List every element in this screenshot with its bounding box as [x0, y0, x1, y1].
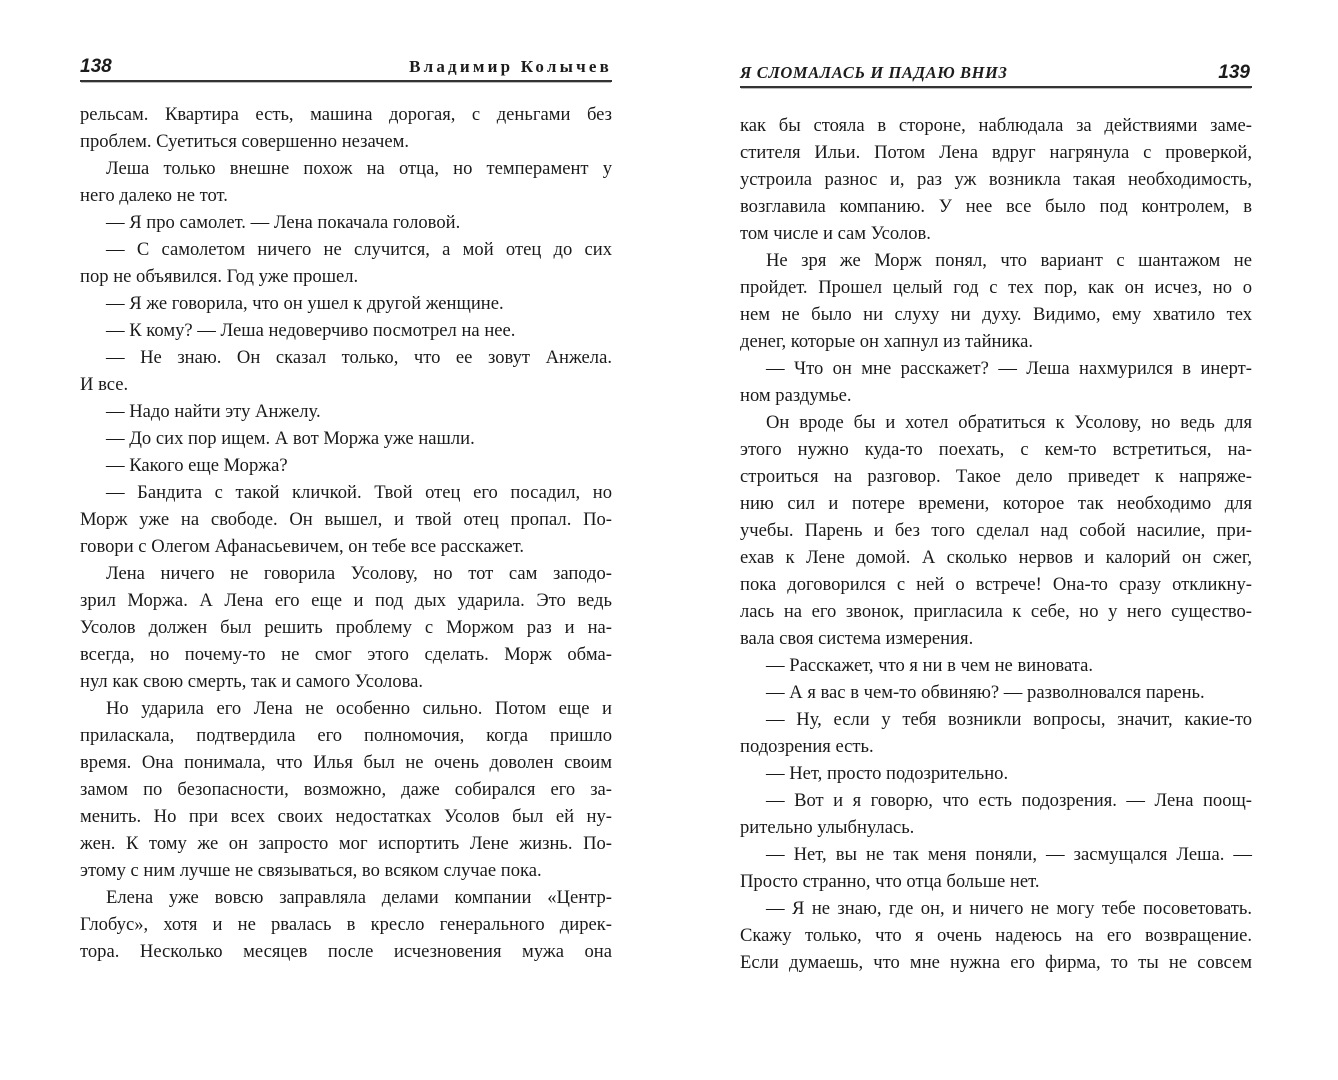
paragraph [80, 452, 612, 479]
text-line: учебы. Парень и без того сделал над собой насилие, при- [740, 520, 1252, 541]
text-line: подозрения есть. [740, 736, 874, 757]
text-line: стителя Ильи. Потом Лена вдруг нагрянула с проверкой, [740, 142, 1252, 163]
text-line: денег, которые он хапнул из тайника. [740, 331, 1034, 352]
book-title: Я СЛОМАЛАСЬ И ПАДАЮ ВНИЗ [740, 63, 1008, 82]
text-line: пока договорился с ней о встрече! Она-то сразу откликну- [740, 574, 1252, 595]
text-line: Просто странно, что отца больше нет. [740, 871, 1040, 892]
text-line: тора. Несколько месяцев после исчезновения мужа она [80, 941, 612, 962]
text-line: как бы стояла в стороне, наблюдала за действиями заме- [740, 115, 1252, 136]
text-line: этому с ним лучше не связываться, во всяком случае пока. [80, 860, 542, 881]
paragraph [80, 101, 612, 155]
text-line: нул как свою смерть, так и самого Усолова. [80, 671, 424, 692]
text-line: устроила разнос и, раз уж возникла такая необходимость, [740, 169, 1252, 190]
left-running-head [80, 52, 612, 82]
text-line: — А я вас в чем-то обвиняю? — разволновался парень. [766, 682, 1205, 703]
paragraph [80, 884, 612, 965]
text-line: Но ударила его Лена не особенно сильно. Потом еще и [106, 698, 612, 719]
text-line: Глобус», хотя и не рвалась в кресло генерального дирек- [80, 914, 612, 935]
text-line: — Нет, просто подозрительно. [766, 763, 1009, 784]
text-line: Если думаешь, что мне нужна его фирма, то ты не совсем [740, 952, 1252, 973]
text-line: менить. Но при всех своих недостатках Усолов был ей ну- [80, 806, 612, 827]
paragraph [80, 290, 612, 317]
text-line: замом по безопасности, возможно, даже собирался его за- [80, 779, 612, 800]
text-line: приласкала, подтвердила его полномочия, когда пришло [80, 725, 612, 746]
paragraph [740, 841, 1252, 895]
right-running-head [740, 58, 1252, 88]
text-line: — Бандита с такой кличкой. Твой отец его посадил, но [106, 482, 612, 503]
paragraph [740, 247, 1252, 355]
paragraph [740, 787, 1252, 841]
text-line: вала своя система измерения. [740, 628, 974, 649]
paragraph [740, 895, 1252, 976]
text-line: — К кому? — Леша недоверчиво посмотрел на нее. [106, 320, 516, 341]
paragraph [740, 355, 1252, 409]
text-line: И все. [80, 374, 129, 395]
paragraph [80, 695, 612, 884]
text-line: — До сих пор ищем. А вот Моржа уже нашли. [106, 428, 475, 449]
text-line: лась на его звонок, пригласила к себе, но у него существо- [740, 601, 1252, 622]
paragraph [80, 344, 612, 398]
paragraph [80, 236, 612, 290]
paragraph [80, 560, 612, 695]
text-line: этого нужно куда-то поехать, с кем-то встретиться, на- [740, 439, 1252, 460]
paragraph [80, 479, 612, 560]
text-line: — Вот и я говорю, что есть подозрения. — Лена поощ- [766, 790, 1252, 811]
text-line: ехав к Лене домой. А сколько нервов и калорий он сжег, [740, 547, 1252, 568]
paragraph [80, 398, 612, 425]
text-line: Леша только внешне похож на отца, но темперамент у [106, 158, 612, 179]
text-line: возглавила компанию. У нее все было под контролем, в [740, 196, 1252, 217]
text-line: — Я про самолет. — Лена покачала головой. [106, 212, 461, 233]
text-line: — Я же говорила, что он ушел к другой женщине. [106, 293, 504, 314]
text-line: ном раздумье. [740, 385, 852, 406]
paragraph [740, 679, 1252, 706]
text-line: — Надо найти эту Анжелу. [106, 401, 321, 422]
text-line: — Расскажет, что я ни в чем не виновата. [766, 655, 1093, 676]
text-line: — Что он мне расскажет? — Леша нахмурился в инерт- [766, 358, 1252, 379]
text-line: Скажу только, что я очень надеюсь на его возвращение. [740, 925, 1252, 946]
text-line: — Ну, если у тебя возникли вопросы, значит, какие-то [766, 709, 1252, 730]
paragraph [740, 652, 1252, 679]
paragraph [80, 425, 612, 452]
text-line: него далеко не тот. [80, 185, 228, 206]
text-line: — Нет, вы не так меня поняли, — засмущался Леша. — [766, 844, 1252, 865]
paragraph [740, 112, 1252, 247]
text-line: Усолов должен был решить проблему с Моржом раз и на- [80, 617, 612, 638]
text-line: зрил Моржа. А Лена его еще и под дых ударила. Это ведь [80, 590, 612, 611]
text-line: Он вроде бы и хотел обратиться к Усолову, но ведь для [766, 412, 1252, 433]
text-line: время. Она понимала, что Илья был не очень доволен своим [80, 752, 612, 773]
text-line: нию сил и потере времени, которое так необходимо для [740, 493, 1252, 514]
text-line: том числе и сам Усолов. [740, 223, 931, 244]
text-line: Не зря же Морж понял, что вариант с шантажом не [766, 250, 1252, 271]
paragraph [80, 155, 612, 209]
text-line: Елена уже вовсю заправляла делами компании «Центр- [106, 887, 612, 908]
paragraph [80, 209, 612, 236]
text-line: — С самолетом ничего не случится, а мой отец до сих [106, 239, 612, 260]
paragraph [740, 760, 1252, 787]
paragraph [80, 317, 612, 344]
text-line: всегда, но почему-то не смог этого сделать. Морж обма- [80, 644, 612, 665]
text-line: Лена ничего не говорила Усолову, но тот сам заподо- [106, 563, 612, 584]
text-line: пройдет. Прошел целый год с тех пор, как он исчез, но о [740, 277, 1252, 298]
right-body-text [740, 112, 1252, 976]
text-line: — Я не знаю, где он, и ничего не могу тебе посоветовать. [766, 898, 1252, 919]
text-line: жен. К тому же он запросто мог испортить Лене жизнь. По- [80, 833, 612, 854]
page-number: 138 [80, 56, 112, 77]
text-line: рельсам. Квартира есть, машина дорогая, с деньгами без [80, 104, 612, 125]
text-line: говори с Олегом Афанасьевичем, он тебе все расскажет. [80, 536, 525, 557]
text-line: проблем. Суетиться совершенно незачем. [80, 131, 410, 152]
text-line: — Какого еще Моржа? [106, 455, 288, 476]
text-line: — Не знаю. Он сказал только, что ее зовут Анжела. [106, 347, 612, 368]
left-body-text [80, 101, 612, 965]
text-line: пор не объявился. Год уже прошел. [80, 266, 359, 287]
text-line: Морж уже на свободе. Он вышел, и твой отец пропал. По- [80, 509, 612, 530]
paragraph [740, 706, 1252, 760]
paragraph [740, 409, 1252, 652]
author-name: Владимир Колычев [409, 57, 612, 76]
page-number: 139 [1218, 62, 1250, 83]
text-line: рительно улыбнулась. [740, 817, 915, 838]
text-line: нем не было ни слуху ни духу. Видимо, ему хватило тех [740, 304, 1252, 325]
text-line: строиться на разговор. Такое дело приведет к напряже- [740, 466, 1252, 487]
